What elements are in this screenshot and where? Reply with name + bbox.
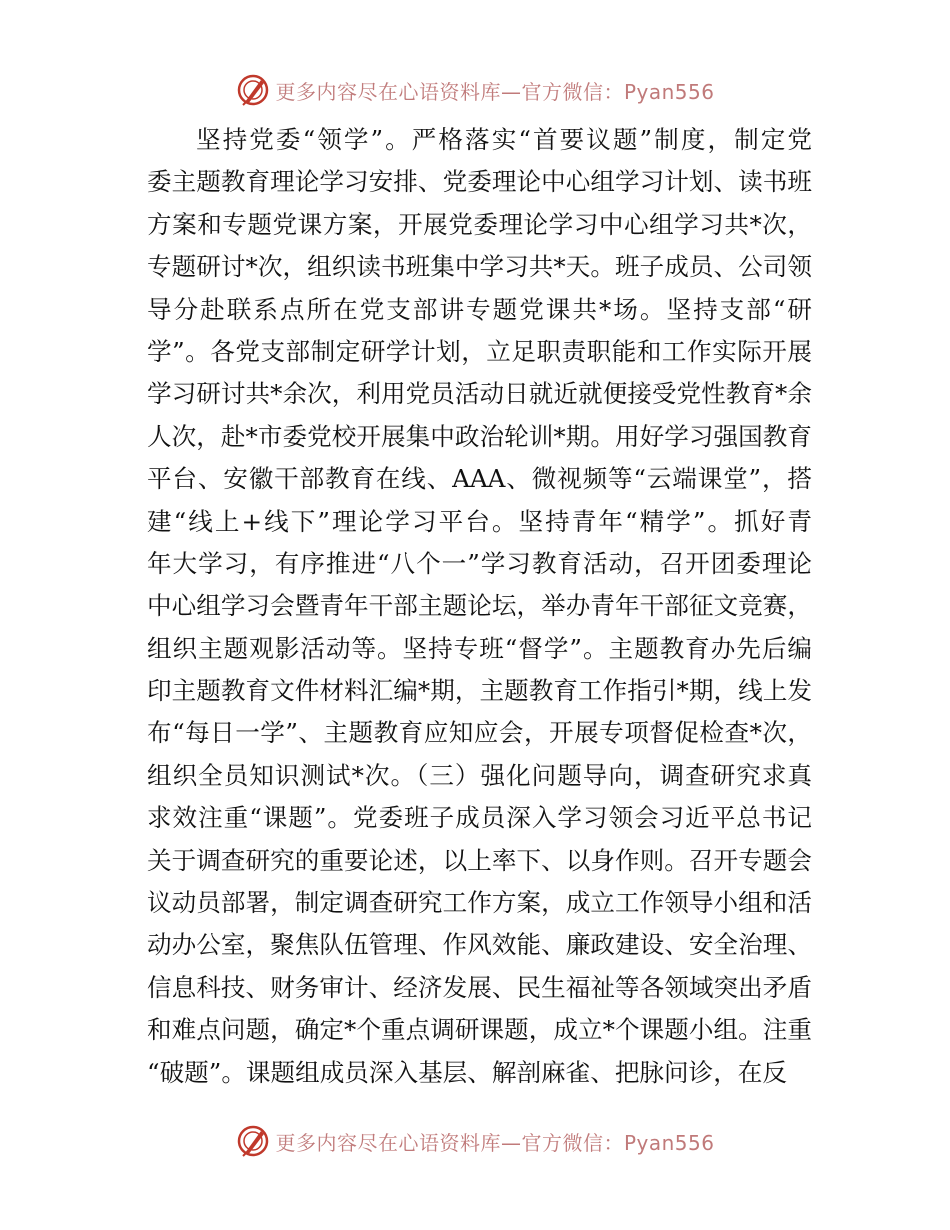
text-line: 布“每日一学”、主题教育应知应会，开展专项督促检查*次， — [147, 718, 812, 748]
text-line: 年大学习，有序推进“八个一”学习教育活动，召开团委理论 — [147, 548, 812, 578]
banner-text: 更多内容尽在心语资料库—官方微信：Pyan556 — [275, 79, 715, 104]
banner-text: 更多内容尽在心语资料库—官方微信：Pyan556 — [275, 1130, 715, 1155]
text-line: 中心组学习会暨青年干部主题论坛，举办青年干部征文竞赛， — [147, 591, 812, 621]
text-line: 信息科技、财务审计、经济发展、民生福祉等各领域突出矛盾 — [147, 972, 812, 1002]
quill-logo-icon — [235, 1123, 271, 1159]
text-line: 导分赴联系点所在党支部讲专题党课共*场。坚持支部“研 — [147, 294, 812, 324]
text-line: 方案和专题党课方案，开展党委理论学习中心组学习共*次， — [147, 209, 812, 239]
text-line: 印主题教育文件材料汇编*期，主题教育工作指引*期，线上发 — [147, 676, 812, 706]
quill-logo-icon — [235, 72, 271, 108]
text-line: 组织全员知识测试*次。（三）强化问题导向，调查研究求真 — [147, 760, 812, 790]
text-line: 议动员部署，制定调查研究工作方案，成立工作领导小组和活 — [147, 888, 812, 918]
text-line: 学习研讨共*余次，利用党员活动日就近就便接受党性教育*余 — [147, 379, 812, 409]
text-line: 组织主题观影活动等。坚持专班“督学”。主题教育办先后编 — [147, 633, 812, 663]
text-line: 委主题教育理论学习安排、党委理论中心组学习计划、读书班 — [147, 167, 812, 197]
text-line: “破题”。课题组成员深入基层、解剖麻雀、把脉问诊，在反 — [147, 1057, 787, 1087]
text-line: 人次，赴*市委党校开展集中政治轮训*期。用好学习强国教育 — [147, 421, 812, 451]
text-line: 动办公室，聚焦队伍管理、作风效能、廉政建设、安全治理、 — [147, 930, 812, 960]
text-line: 平台、安徽干部教育在线、AAA、微视频等“云端课堂”，搭 — [147, 464, 812, 494]
header-banner — [0, 70, 950, 110]
text-line: 学”。各党支部制定研学计划，立足职责职能和工作实际开展 — [147, 336, 812, 366]
text-line: 求效注重“课题”。党委班子成员深入学习领会习近平总书记 — [147, 803, 812, 833]
text-line: 和难点问题，确定*个重点调研课题，成立*个课题小组。注重 — [147, 1015, 812, 1045]
document-body — [147, 119, 812, 1094]
text-line: 专题研讨*次，组织读书班集中学习共*天。班子成员、公司领 — [147, 252, 812, 282]
text-line: 关于调查研究的重要论述，以上率下、以身作则。召开专题会 — [147, 845, 812, 875]
text-line: 建“线上+线下”理论学习平台。坚持青年“精学”。抓好青 — [147, 506, 812, 536]
text-line: 坚持党委“领学”。严格落实“首要议题”制度，制定党 — [196, 125, 812, 154]
footer-banner — [0, 1121, 950, 1161]
